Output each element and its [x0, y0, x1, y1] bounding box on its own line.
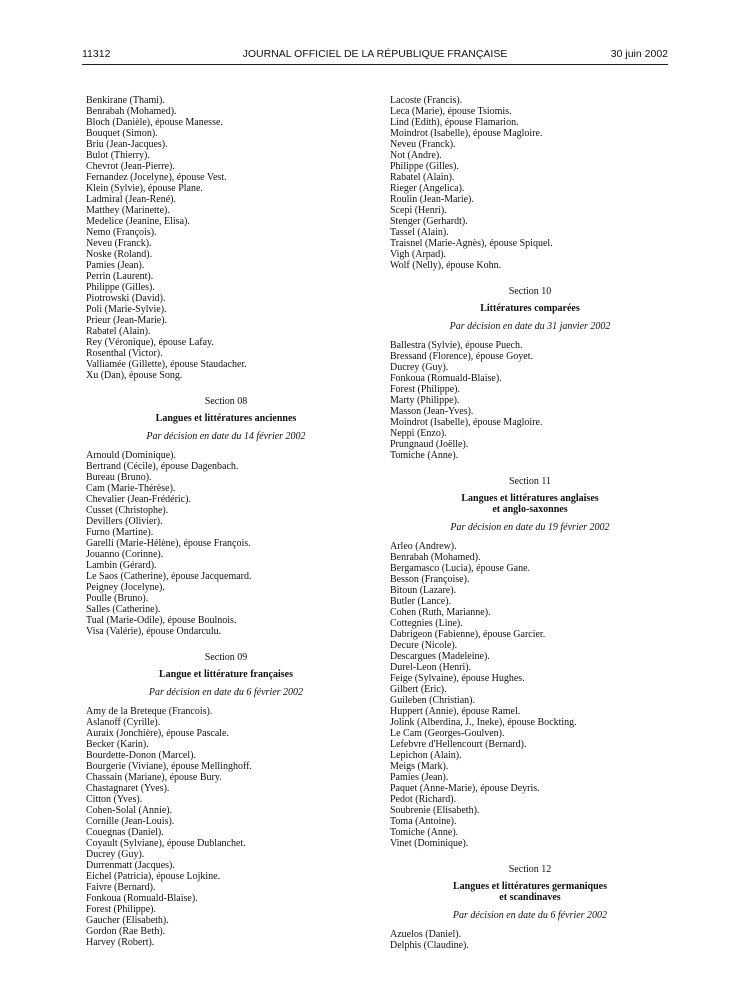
list-item: Bouquet (Simon).	[86, 128, 158, 139]
section-heading-09: Section 09	[204, 652, 248, 663]
list-item: Neppi (Enzo).	[390, 428, 447, 439]
list-item: Chassain (Mariane), épouse Bury.	[86, 772, 222, 783]
section-subject-12-line2: et scandinaves	[499, 892, 561, 903]
list-item: Bertrand (Cécile), épouse Dagenbach.	[86, 461, 239, 472]
section-heading-08: Section 08	[204, 396, 248, 407]
list-item: Poli (Marie-Sylvie).	[86, 304, 167, 315]
list-item: Forest (Philippe).	[390, 384, 460, 395]
list-item: Soubrenie (Elisabeth).	[390, 805, 480, 816]
list-item: Decure (Nicole).	[390, 640, 458, 651]
name-list-12	[390, 929, 670, 951]
list-item: Eichel (Patricia), épouse Lojkine.	[86, 871, 221, 882]
list-item: Rabatel (Alain).	[86, 326, 151, 337]
name-list-11	[390, 541, 670, 849]
list-item: Pamies (Jean).	[390, 772, 449, 783]
list-item: Bulot (Thierry).	[86, 150, 150, 161]
page-number: 11312	[82, 48, 111, 60]
list-item: Lepichon (Alain).	[390, 750, 462, 761]
list-item: Bourdette-Donon (Marcel).	[86, 750, 196, 761]
list-item: Feige (Sylvaine), épouse Hughes.	[390, 673, 525, 684]
list-item: Lambin (Gérard).	[86, 560, 157, 571]
list-item: Gilbert (Eric).	[390, 684, 447, 695]
list-item: Rieger (Angelica).	[390, 183, 465, 194]
list-item: Noske (Roland).	[86, 249, 153, 260]
list-item: Bitoun (Lazare).	[390, 585, 457, 596]
list-item: Medelice (Jeanine, Elisa).	[86, 216, 190, 227]
list-item: Traisnel (Marie-Agnès), épouse Spiquel.	[390, 238, 553, 249]
list-item: Le Saos (Catherine), épouse Jacquemard.	[86, 571, 252, 582]
section-subject-09: Langue et littérature françaises	[159, 669, 293, 680]
list-item: Prieur (Jean-Marie).	[86, 315, 168, 326]
section-subject-11	[390, 493, 670, 515]
name-list-09	[86, 706, 366, 948]
name-list-10	[390, 340, 670, 461]
list-item: Arleo (Andrew).	[390, 541, 457, 552]
list-item: Klein (Sylvie), épouse Plane.	[86, 183, 203, 194]
list-item: Paquet (Anne-Marie), épouse Deyris.	[390, 783, 540, 794]
list-item: Valliamée (Gillette), épouse Staudacher.	[86, 359, 247, 370]
list-item: Descargues (Madeleine).	[390, 651, 490, 662]
list-item: Visa (Valérie), épouse Ondarculu.	[86, 626, 222, 637]
list-item: Lacoste (Francis).	[390, 95, 463, 106]
decision-date-10: Par décision en date du 31 janvier 2002	[449, 321, 611, 332]
list-item: Bressand (Florence), épouse Goyet.	[390, 351, 534, 362]
header-rule	[82, 64, 668, 65]
list-item: Lefebvre d'Hellencourt (Bernard).	[390, 739, 527, 750]
list-item: Dabrigeon (Fabienne), épouse Garcier.	[390, 629, 546, 640]
list-item: Gaucher (Elisabeth).	[86, 915, 169, 926]
list-item: Ballestra (Sylvie), épouse Puech.	[390, 340, 523, 351]
decision-date-12: Par décision en date du 6 février 2002	[452, 910, 608, 921]
list-item: Briu (Jean-Jacques).	[86, 139, 168, 150]
list-item: Benrabah (Mohamed).	[390, 552, 481, 563]
list-item: Vinet (Dominique).	[390, 838, 469, 849]
list-item: Amy de la Breteque (Francois).	[86, 706, 213, 717]
list-item: Jouanno (Corinne).	[86, 549, 164, 560]
list-item: Ladmiral (Jean-René).	[86, 194, 176, 205]
list-item: Cottegnies (Line).	[390, 618, 463, 629]
list-item: Benrabah (Mohamed).	[86, 106, 177, 117]
list-item: Butler (Lance).	[390, 596, 452, 607]
list-item: Piotrowski (David).	[86, 293, 166, 304]
list-item: Arnould (Dominique).	[86, 450, 176, 461]
list-item: Nemo (François).	[86, 227, 157, 238]
list-item: Tual (Marie-Odile), épouse Boulnois.	[86, 615, 237, 626]
list-item: Neveu (Franck).	[390, 139, 456, 150]
list-item: Cam (Marie-Thérèse).	[86, 483, 176, 494]
page-header	[82, 48, 668, 64]
list-item: Not (Andre).	[390, 150, 442, 161]
list-item: Besson (Françoise).	[390, 574, 470, 585]
list-item: Guileben (Christian).	[390, 695, 475, 706]
section-subject-08: Langues et littératures anciennes	[155, 413, 297, 424]
list-item: Cohen (Ruth, Marianne).	[390, 607, 491, 618]
list-item: Durel-Leon (Henri).	[390, 662, 472, 673]
list-item: Pedot (Richard).	[390, 794, 457, 805]
name-list-08	[86, 450, 366, 637]
decision-date-08: Par décision en date du 14 février 2002	[146, 431, 306, 442]
list-item: Huppert (Annie), épouse Ramel.	[390, 706, 521, 717]
list-item: Fernandez (Jocelyne), épouse Vest.	[86, 172, 227, 183]
list-item: Durrenmatt (Jacques).	[86, 860, 175, 871]
list-item: Prungnaud (Joëlle).	[390, 439, 469, 450]
list-item: Scepi (Henri).	[390, 205, 447, 216]
list-item: Moindrot (Isabelle), épouse Magloire.	[390, 128, 543, 139]
list-item: Chastagnaret (Yves).	[86, 783, 170, 794]
list-item: Faivre (Bernard).	[86, 882, 156, 893]
list-item: Jolink (Alberdina, J., Ineke), épouse Bockting.	[390, 717, 577, 728]
list-item: Becker (Karin).	[86, 739, 149, 750]
list-item: Fonkoua (Romuald-Blaise).	[86, 893, 198, 904]
list-item: Stenger (Gerhardt).	[390, 216, 468, 227]
list-item: Peigney (Jocelyne).	[86, 582, 165, 593]
list-item: Rey (Véronique), épouse Lafay.	[86, 337, 214, 348]
list-item: Toma (Antoine).	[390, 816, 457, 827]
section-heading-12: Section 12	[508, 864, 552, 875]
section-subject-10: Littératures comparées	[480, 303, 580, 314]
list-item: Forest (Philippe).	[86, 904, 156, 915]
list-item: Tomiche (Anne).	[390, 827, 459, 838]
left-column	[86, 95, 366, 948]
section-subject-12	[390, 881, 670, 903]
list-item: Chevalier (Jean-Frédéric).	[86, 494, 191, 505]
name-list-continued	[86, 95, 366, 381]
section-subject-11-line2: et anglo-saxonnes	[492, 504, 568, 515]
list-item: Salles (Catherine).	[86, 604, 161, 615]
section-subject-12-line1: Langues et littératures germaniques	[453, 881, 607, 892]
section-heading-10: Section 10	[508, 286, 552, 297]
list-item: Couegnas (Daniel).	[86, 827, 164, 838]
list-item: Vigh (Arpad).	[390, 249, 447, 260]
list-item: Bergamasco (Lucia), épouse Gane.	[390, 563, 531, 574]
list-item: Fonkoua (Romuald-Blaise).	[390, 373, 502, 384]
list-item: Citton (Yves).	[86, 794, 143, 805]
list-item: Aslanoff (Cyrille).	[86, 717, 161, 728]
list-item: Roulin (Jean-Marie).	[390, 194, 474, 205]
list-item: Philippe (Gilles).	[390, 161, 459, 172]
list-item: Bloch (Danièle), épouse Manesse.	[86, 117, 223, 128]
list-item: Bureau (Bruno).	[86, 472, 152, 483]
list-item: Benkirane (Thami).	[86, 95, 165, 106]
list-item: Marty (Philippe).	[390, 395, 460, 406]
list-item: Harvey (Robert).	[86, 937, 155, 948]
section-heading-11: Section 11	[508, 476, 552, 487]
list-item: Rosenthal (Victor).	[86, 348, 163, 359]
list-item: Perrin (Laurent).	[86, 271, 154, 282]
list-item: Cohen-Solal (Annie).	[86, 805, 173, 816]
decision-date-11: Par décision en date du 19 février 2002	[450, 522, 610, 533]
decision-date-09: Par décision en date du 6 février 2002	[148, 687, 304, 698]
list-item: Bourgerie (Viviane), épouse Mellinghoff.	[86, 761, 252, 772]
list-item: Pamies (Jean).	[86, 260, 145, 271]
journal-title: JOURNAL OFFICIEL DE LA RÉPUBLIQUE FRANÇAISE	[242, 48, 508, 60]
list-item: Ducrey (Guy).	[390, 362, 449, 373]
name-list-continued-right	[390, 95, 670, 271]
list-item: Furno (Martine).	[86, 527, 154, 538]
list-item: Matthey (Marinette).	[86, 205, 170, 216]
list-item: Coyault (Sylviane), épouse Dublanchet.	[86, 838, 246, 849]
list-item: Neveu (Franck).	[86, 238, 152, 249]
list-item: Poulle (Bruno).	[86, 593, 149, 604]
list-item: Tassel (Alain).	[390, 227, 449, 238]
list-item: Meigs (Mark).	[390, 761, 449, 772]
list-item: Gordon (Rae Beth).	[86, 926, 166, 937]
list-item: Leca (Marie), épouse Tsiomis.	[390, 106, 512, 117]
list-item: Ducrey (Guy).	[86, 849, 145, 860]
issue-date: 30 juin 2002	[610, 48, 668, 60]
right-column	[390, 95, 670, 951]
list-item: Xu (Dan), épouse Song.	[86, 370, 183, 381]
list-item: Rabatel (Alain).	[390, 172, 455, 183]
list-item: Cornille (Jean-Louis).	[86, 816, 175, 827]
list-item: Wolf (Nelly), épouse Kohn.	[390, 260, 502, 271]
list-item: Azuelos (Daniel).	[390, 929, 462, 940]
list-item: Le Cam (Georges-Goulven).	[390, 728, 505, 739]
list-item: Cusset (Christophe).	[86, 505, 169, 516]
list-item: Devillers (Olivier).	[86, 516, 163, 527]
list-item: Chevrot (Jean-Pierre).	[86, 161, 175, 172]
list-item: Delphis (Claudine).	[390, 940, 469, 951]
list-item: Philippe (Gilles).	[86, 282, 155, 293]
section-subject-11-line1: Langues et littératures anglaises	[461, 493, 599, 504]
list-item: Garelli (Marie-Hélène), épouse François.	[86, 538, 251, 549]
list-item: Tomiche (Anne).	[390, 450, 459, 461]
list-item: Auraix (Jonchière), épouse Pascale.	[86, 728, 229, 739]
list-item: Lind (Edith), épouse Flamarion.	[390, 117, 519, 128]
list-item: Moindrot (Isabelle), épouse Magloire.	[390, 417, 543, 428]
list-item: Masson (Jean-Yves).	[390, 406, 474, 417]
